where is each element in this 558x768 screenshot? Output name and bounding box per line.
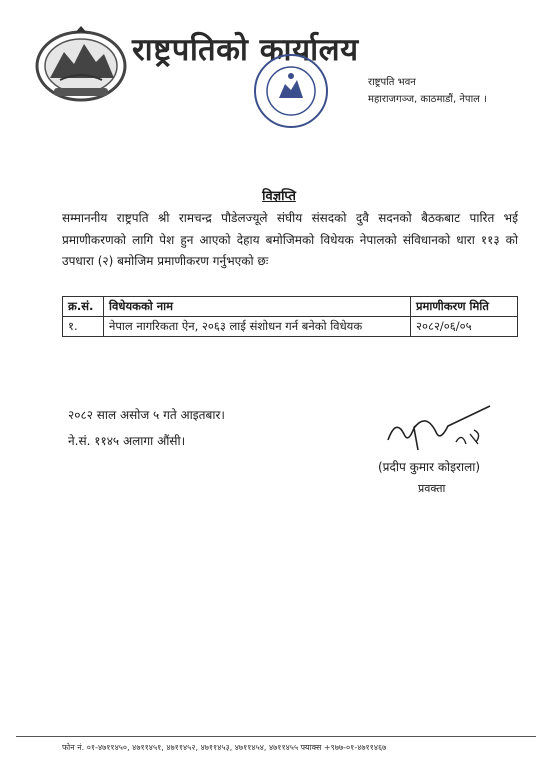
- date-line-2: ने.सं. ११४५ अलागा औंसी।: [68, 434, 186, 448]
- cell-bill-name: नेपाल नागरिकता ऐन, २०६३ लाई संशोधन गर्न बनेको विधेयक: [104, 317, 411, 337]
- signatory-role: प्रवक्ता: [418, 482, 446, 495]
- header-bill-name: विधेयकको नाम: [104, 297, 411, 317]
- address-line-2: महाराजगञ्ज, काठमाडौं, नेपाल ।: [368, 94, 487, 105]
- table-row: [63, 317, 518, 337]
- office-seal-icon: [252, 52, 330, 130]
- date-lines: [68, 402, 225, 454]
- header-date: प्रमाणीकरण मिति: [411, 297, 518, 317]
- office-address: [368, 74, 487, 108]
- bills-table: [62, 296, 518, 337]
- cell-sn: १.: [63, 317, 104, 337]
- address-line-1: राष्ट्रपति भवन: [368, 77, 416, 88]
- notice-heading: [0, 186, 558, 204]
- cell-date: २०८२/०६/०५: [411, 317, 518, 337]
- contact-info: फोन नं. ०१-४७११४५०, ४७११४५१, ४७११४५२, ४७११४५३, ४७११४५४, ४७११४५५ फ्याक्स +९७७-०१-४७११४६७: [62, 743, 387, 752]
- signatory-name: (प्रदीप कुमार कोइराला): [378, 460, 481, 474]
- table-header-row: [63, 297, 518, 317]
- footer-divider: [16, 736, 536, 737]
- header-sn: क्र.सं.: [63, 297, 104, 317]
- notice-body: सम्माननीय राष्ट्रपति श्री रामचन्द्र पौडेलज्यूले संघीय संसदको दुवै सदनको बैठकबाट पारित भई प्रमाणीकरणको लागि पेश हुन आएको देहाय बमोजिमको विधेयक नेपालको संविधानको धारा ११३ को उपधारा (२) बमोजिम प्रमाणीकरण गर्नुभएको छः: [62, 211, 518, 268]
- office-name: राष्ट्रपतिको कार्यालय: [132, 32, 359, 68]
- date-line-1: २०८२ साल असोज ५ गते आइतबार।: [68, 408, 225, 422]
- signature-icon: [378, 398, 498, 458]
- notice-heading-text: विज्ञप्ति: [262, 189, 296, 204]
- national-emblem-icon: [34, 22, 128, 104]
